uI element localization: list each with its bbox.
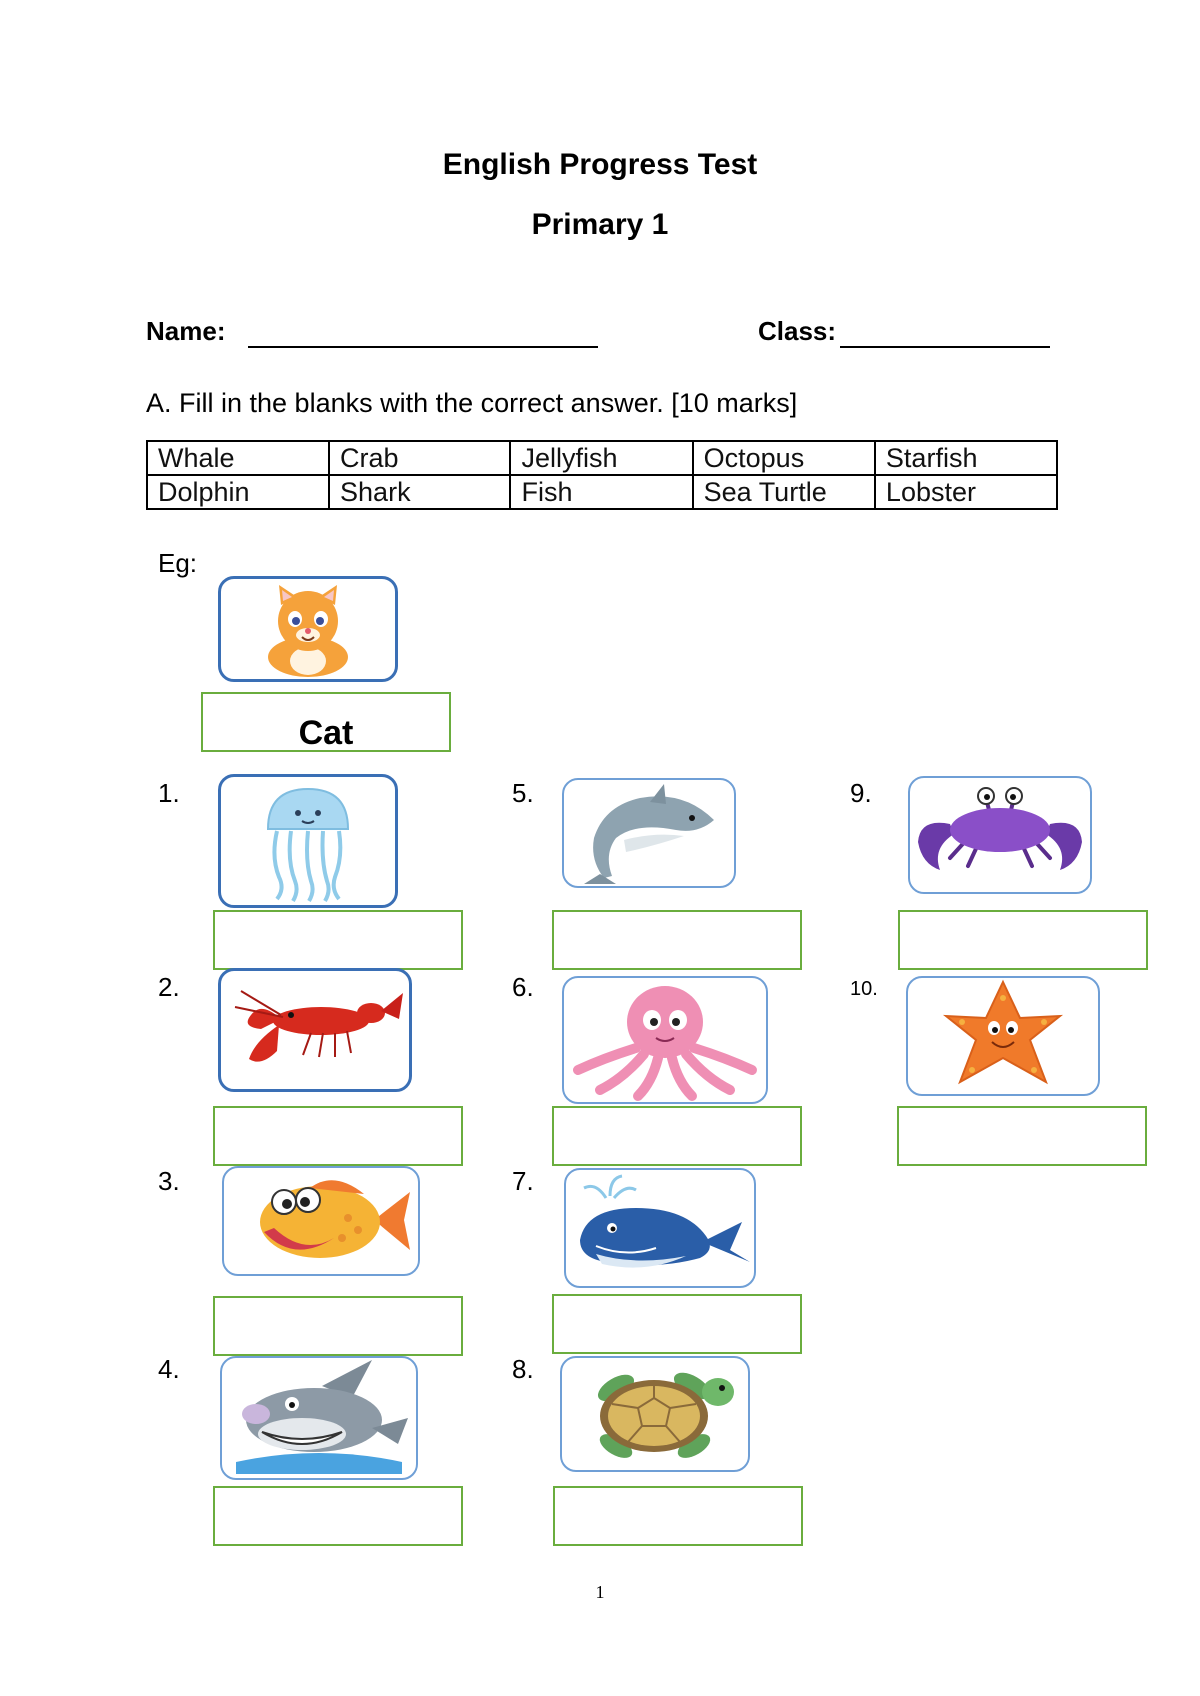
answer-box[interactable]: [898, 910, 1148, 970]
lobster-icon: [221, 971, 409, 1089]
word-bank-cell: Starfish: [875, 441, 1057, 475]
page-number: 1: [595, 1582, 605, 1602]
question-number: 2.: [158, 972, 180, 1002]
word-bank-table: [146, 440, 1058, 510]
name-field[interactable]: [248, 318, 598, 348]
question-number: 9.: [850, 778, 872, 808]
sea-turtle-picture: [560, 1356, 750, 1472]
question-number: 5.: [512, 778, 534, 808]
answer-box[interactable]: [897, 1106, 1147, 1166]
shark-picture: [220, 1356, 418, 1480]
answer-box[interactable]: [552, 1294, 802, 1354]
cat-icon: [221, 579, 395, 679]
fish-picture: [222, 1166, 420, 1276]
class-field[interactable]: [840, 318, 1050, 348]
dolphin-picture: [562, 778, 736, 888]
name-label: Name:: [146, 316, 226, 346]
starfish-icon: [908, 978, 1098, 1094]
dolphin-icon: [564, 780, 734, 886]
starfish-picture: [906, 976, 1100, 1096]
word-bank-cell: Lobster: [875, 475, 1057, 509]
word-bank-cell: Whale: [147, 441, 329, 475]
answer-box[interactable]: [552, 1106, 802, 1166]
page-subtitle: Primary 1: [531, 208, 669, 241]
word-bank-row: [147, 475, 1057, 509]
fish-icon: [224, 1168, 418, 1274]
lobster-picture: [218, 968, 412, 1092]
question-number: 10.: [850, 978, 878, 1000]
answer-box[interactable]: [213, 1106, 463, 1166]
answer-box[interactable]: [213, 1486, 463, 1546]
question-number: 6.: [512, 972, 534, 1002]
question-number: 3.: [158, 1166, 180, 1196]
page-title: English Progress Test: [442, 148, 758, 181]
question-number: 4.: [158, 1354, 180, 1384]
word-bank-cell: Shark: [329, 475, 510, 509]
cat-picture: [218, 576, 398, 682]
word-bank-cell: Jellyfish: [510, 441, 692, 475]
octopus-icon: [564, 978, 766, 1102]
whale-icon: [566, 1170, 754, 1286]
answer-box[interactable]: [213, 910, 463, 970]
jellyfish-picture: [218, 774, 398, 908]
word-bank-row: [147, 441, 1057, 475]
answer-box[interactable]: [213, 1296, 463, 1356]
example-answer-box: Cat: [201, 692, 451, 752]
octopus-picture: [562, 976, 768, 1104]
answer-box[interactable]: [552, 910, 802, 970]
word-bank-cell: Fish: [510, 475, 692, 509]
class-label: Class:: [758, 316, 837, 346]
word-bank-cell: Octopus: [693, 441, 875, 475]
jellyfish-icon: [221, 777, 395, 905]
word-bank-cell: Sea Turtle: [693, 475, 875, 509]
word-bank-cell: Dolphin: [147, 475, 329, 509]
answer-box[interactable]: [553, 1486, 803, 1546]
sea-turtle-icon: [562, 1358, 748, 1470]
crab-icon: [910, 778, 1090, 892]
question-number: 1.: [158, 778, 180, 808]
crab-picture: [908, 776, 1092, 894]
question-number: 7.: [512, 1166, 534, 1196]
section-a-instruction: A. Fill in the blanks with the correct answer. [10 marks]: [146, 388, 798, 418]
question-number: 8.: [512, 1354, 534, 1384]
whale-picture: [564, 1168, 756, 1288]
word-bank-cell: Crab: [329, 441, 510, 475]
example-label: Eg:: [158, 548, 198, 578]
shark-icon: [222, 1358, 416, 1478]
